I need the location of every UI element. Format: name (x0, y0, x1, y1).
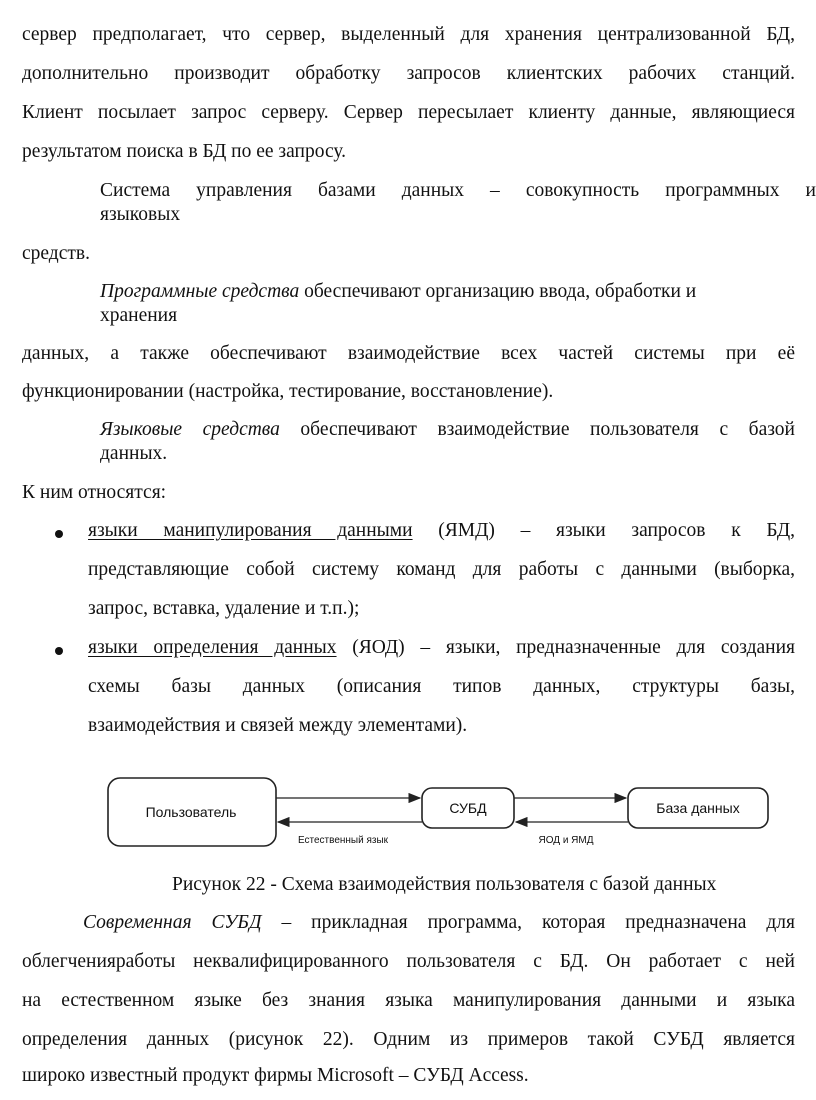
text-line: Клиент посылает запрос серверу. Сервер пересылает клиенту данные, являющиеся (22, 102, 795, 123)
text-line: широко известный продукт фирмы Microsoft – СУБД Access. (22, 1065, 529, 1086)
ddl-term: языки определения данных (88, 637, 337, 658)
text-line: дополнительно производит обработку запросов клиентских рабочих станций. (22, 63, 795, 84)
user-label: Пользователь (145, 804, 237, 820)
text-line: данных. (100, 443, 168, 464)
text-line: представляющие собой систему команд для работы с данными (выборка, (88, 559, 795, 580)
text-line: средств. (22, 243, 90, 264)
modern-dbms-term: Современная СУБД (83, 912, 262, 933)
text-line: определения данных (рисунок 22). Одним из примеров такой СУБД является (22, 1029, 795, 1050)
figure-caption: Рисунок 22 - Схема взаимодействия пользователя с базой данных (172, 874, 717, 895)
text-line: сервер предполагает, что сервер, выделенный для хранения централизованной БД, (22, 24, 795, 45)
text-line: языковых (100, 204, 181, 225)
text-line: облегченияработы неквалифицированного пользователя с БД. Он работает с ней (22, 951, 795, 972)
text-line: данных, а также обеспечивают взаимодействие всех частей системы при её (22, 343, 795, 364)
database-label: База данных (656, 800, 740, 816)
text-line: результатом поиска в БД по ее запросу. (22, 141, 347, 162)
bullet-icon (55, 647, 63, 655)
list-item: языки манипулирования данными (ЯМД) – языки запросов к БД, (88, 520, 795, 541)
text-line: схемы базы данных (описания типов данных, структуры базы, (88, 676, 795, 697)
modern-dbms-line: Современная СУБД – прикладная программа, которая предназначена для (83, 912, 795, 933)
dbms-label: СУБД (449, 800, 487, 816)
dbms-definition: Система управления базами данных – совокупность программных и (100, 180, 816, 201)
text-line: запрос, вставка, удаление и т.п.); (88, 598, 360, 619)
list-intro: К ним относятся: (22, 482, 167, 503)
bullet-icon (55, 530, 63, 538)
list-item: языки определения данных (ЯОД) – языки, предназначенные для создания (88, 637, 795, 658)
natural-language-label: Естественный язык (297, 835, 389, 846)
software-tools-term: Программные средства (100, 281, 300, 302)
interaction-diagram (0, 760, 816, 860)
text-line: на естественном языке без знания языка манипулирования данными и языка (22, 990, 795, 1011)
text-line: взаимодействия и связей между элементами). (88, 715, 468, 736)
software-tools-line: Программные средства обеспечивают организацию ввода, обработки и (100, 281, 697, 302)
languages-label: ЯОД и ЯМД (538, 835, 594, 846)
text-line: хранения (100, 305, 178, 326)
dml-term: языки манипулирования данными (88, 520, 413, 541)
language-tools-line: Языковые средства обеспечивают взаимодействие пользователя с базой (100, 419, 795, 440)
language-tools-term: Языковые средства (100, 419, 280, 440)
text-line: функционировании (настройка, тестирование, восстановление). (22, 381, 554, 402)
